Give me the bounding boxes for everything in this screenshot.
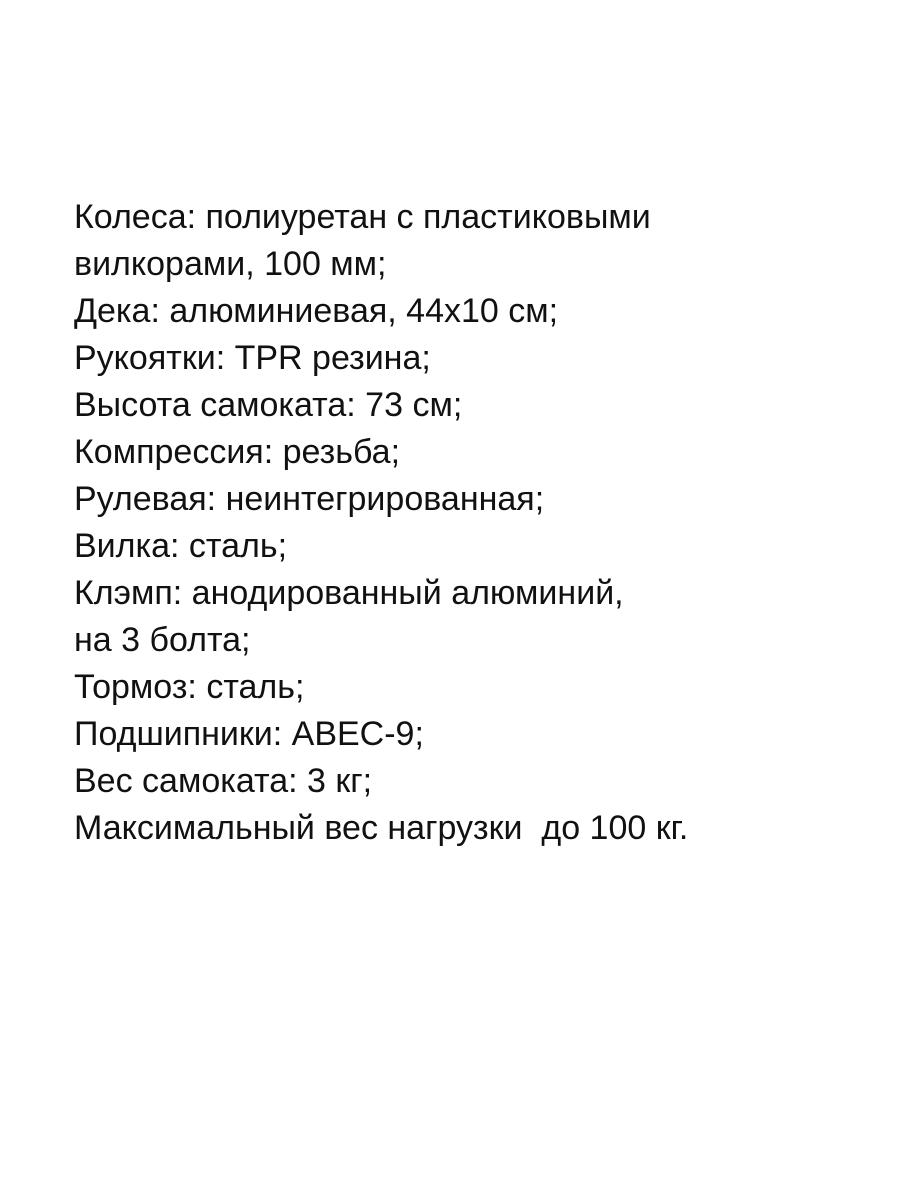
spec-line-headset: Рулевая: неинтегрированная; [74, 480, 545, 518]
spec-line-weight: Вес самоката: 3 кг; [74, 762, 373, 800]
spec-line-clamp-cont: на 3 болта; [74, 621, 251, 659]
spec-line-grips: Рукоятки: TPR резина; [74, 339, 431, 377]
spec-line-height: Высота самоката: 73 см; [74, 386, 463, 424]
spec-line-wheels: Колеса: полиуретан с пластиковыми [74, 198, 651, 236]
spec-line-brake: Тормоз: сталь; [74, 668, 305, 706]
spec-line-clamp: Клэмп: анодированный алюминий, [74, 574, 624, 612]
spec-line-deck: Дека: алюминиевая, 44х10 см; [74, 292, 559, 330]
spec-line-max-load: Максимальный вес нагрузки до 100 кг. [74, 809, 689, 847]
spec-line-bearings: Подшипники: ABEC-9; [74, 715, 424, 753]
spec-line-fork: Вилка: сталь; [74, 527, 288, 565]
spec-line-compression: Компрессия: резьба; [74, 433, 401, 471]
spec-list [74, 194, 874, 852]
spec-line-wheels-cont: вилкорами, 100 мм; [74, 245, 387, 283]
